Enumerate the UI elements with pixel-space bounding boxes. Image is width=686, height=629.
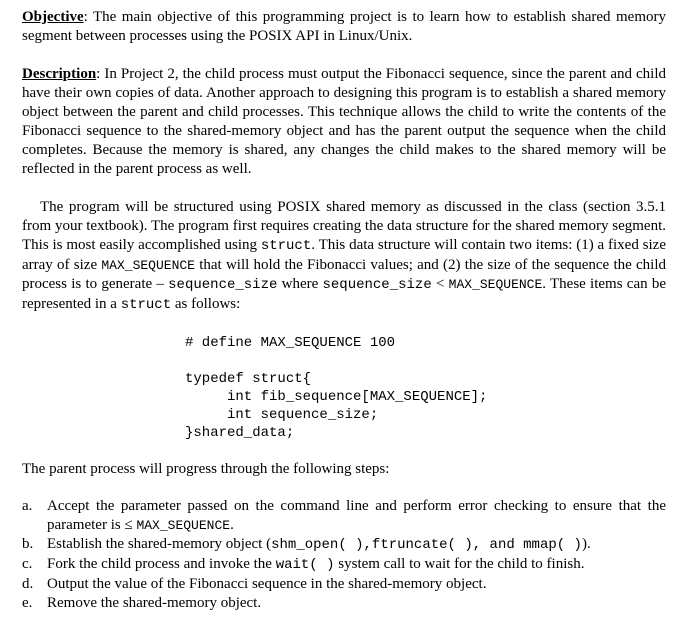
step-text: Accept the parameter passed on the command line and perform error checking to ensure that the parameter is ≤ bbox=[47, 498, 666, 533]
code-field-sequence-size: int sequence_size; bbox=[185, 407, 379, 423]
structure-paragraph bbox=[22, 198, 666, 315]
structure-text-2: . This data structure will contain two items: (1) a fixed size array of size bbox=[22, 237, 666, 273]
code-struct-1: struct bbox=[260, 238, 312, 254]
structure-text-6: . These items can be represented in a bbox=[22, 276, 666, 312]
step-marker: b. bbox=[22, 536, 34, 552]
step-item-d bbox=[22, 575, 666, 594]
code-sequence-size-1: sequence_size bbox=[168, 277, 278, 293]
description-colon: : bbox=[96, 66, 101, 82]
code-sequence-size-2: sequence_size bbox=[322, 277, 432, 293]
step-marker: a. bbox=[22, 498, 33, 514]
step-text: Establish the shared-memory object ( bbox=[47, 536, 272, 552]
code-wait-call: wait( ) bbox=[275, 557, 335, 573]
step-text-end: system call to wait for the child to finish. bbox=[334, 556, 585, 572]
code-close-line: }shared_data; bbox=[185, 425, 295, 441]
steps-list bbox=[22, 497, 666, 613]
code-typedef-line: typedef struct{ bbox=[185, 371, 312, 387]
step-text-end: . bbox=[230, 517, 234, 533]
step-item-a bbox=[22, 497, 666, 535]
code-shm-calls: shm_open( ),ftruncate( ), and mmap( ) bbox=[271, 537, 582, 553]
structure-text-3: that will hold the Fibonacci values; and (2) the size of the sequence the child process is to generate – bbox=[22, 257, 667, 292]
step-text: Fork the child process and invoke the bbox=[47, 556, 276, 572]
step-item-c bbox=[22, 555, 666, 575]
description-heading: Description bbox=[22, 66, 97, 82]
code-define-line: # define MAX_SEQUENCE 100 bbox=[185, 335, 396, 351]
step-text: Remove the shared-memory object. bbox=[47, 595, 262, 611]
step-marker: d. bbox=[22, 576, 34, 592]
description-paragraph bbox=[22, 65, 666, 179]
structure-text-4: where bbox=[277, 276, 323, 292]
code-max-sequence-2: MAX_SEQUENCE bbox=[448, 277, 543, 292]
objective-colon: : bbox=[83, 9, 88, 25]
step-marker: c. bbox=[22, 556, 33, 572]
objective-text: The main objective of this programming project is to learn how to establish shared memory segment between processes using the POSIX API in Linux/Unix. bbox=[22, 9, 666, 44]
code-struct-2: struct bbox=[120, 297, 172, 313]
structure-text-7: as follows: bbox=[171, 296, 241, 312]
structure-text-1: The program will be structured using POSIX shared memory as discussed in the class (section 3.5.1 from your textbook). The program first requires creating the data structure for the shared memory segment. This is most easily accomplished using bbox=[22, 199, 666, 253]
step-item-e bbox=[22, 594, 666, 613]
objective-heading: Objective bbox=[22, 9, 84, 25]
code-field-fib-sequence: int fib_sequence[MAX_SEQUENCE]; bbox=[185, 389, 488, 405]
code-max-sequence-1: MAX_SEQUENCE bbox=[101, 258, 195, 273]
step-item-b bbox=[22, 535, 666, 555]
step-marker: e. bbox=[22, 595, 33, 611]
step-text-end: ). bbox=[581, 536, 591, 552]
objective-paragraph bbox=[22, 8, 666, 46]
steps-intro: The parent process will progress through the following steps: bbox=[22, 461, 390, 477]
structure-text-5: < bbox=[431, 276, 449, 292]
step-text: Output the value of the Fibonacci sequence in the shared-memory object. bbox=[47, 576, 487, 592]
description-text: In Project 2, the child process must output the Fibonacci sequence, since the parent and child have their own copies of data. Another approach to designing this program is to establish a shared memory object between the parent and child processes. This technique allows the child to write the contents of the Fibonacci sequence to the shared-memory object and has the parent output the sequence when the child completes. Because the memory is shared, any changes the child makes to the shared memory will be reflected in the parent process as well. bbox=[22, 66, 666, 177]
code-max-sequence-3: MAX_SEQUENCE bbox=[136, 518, 231, 533]
